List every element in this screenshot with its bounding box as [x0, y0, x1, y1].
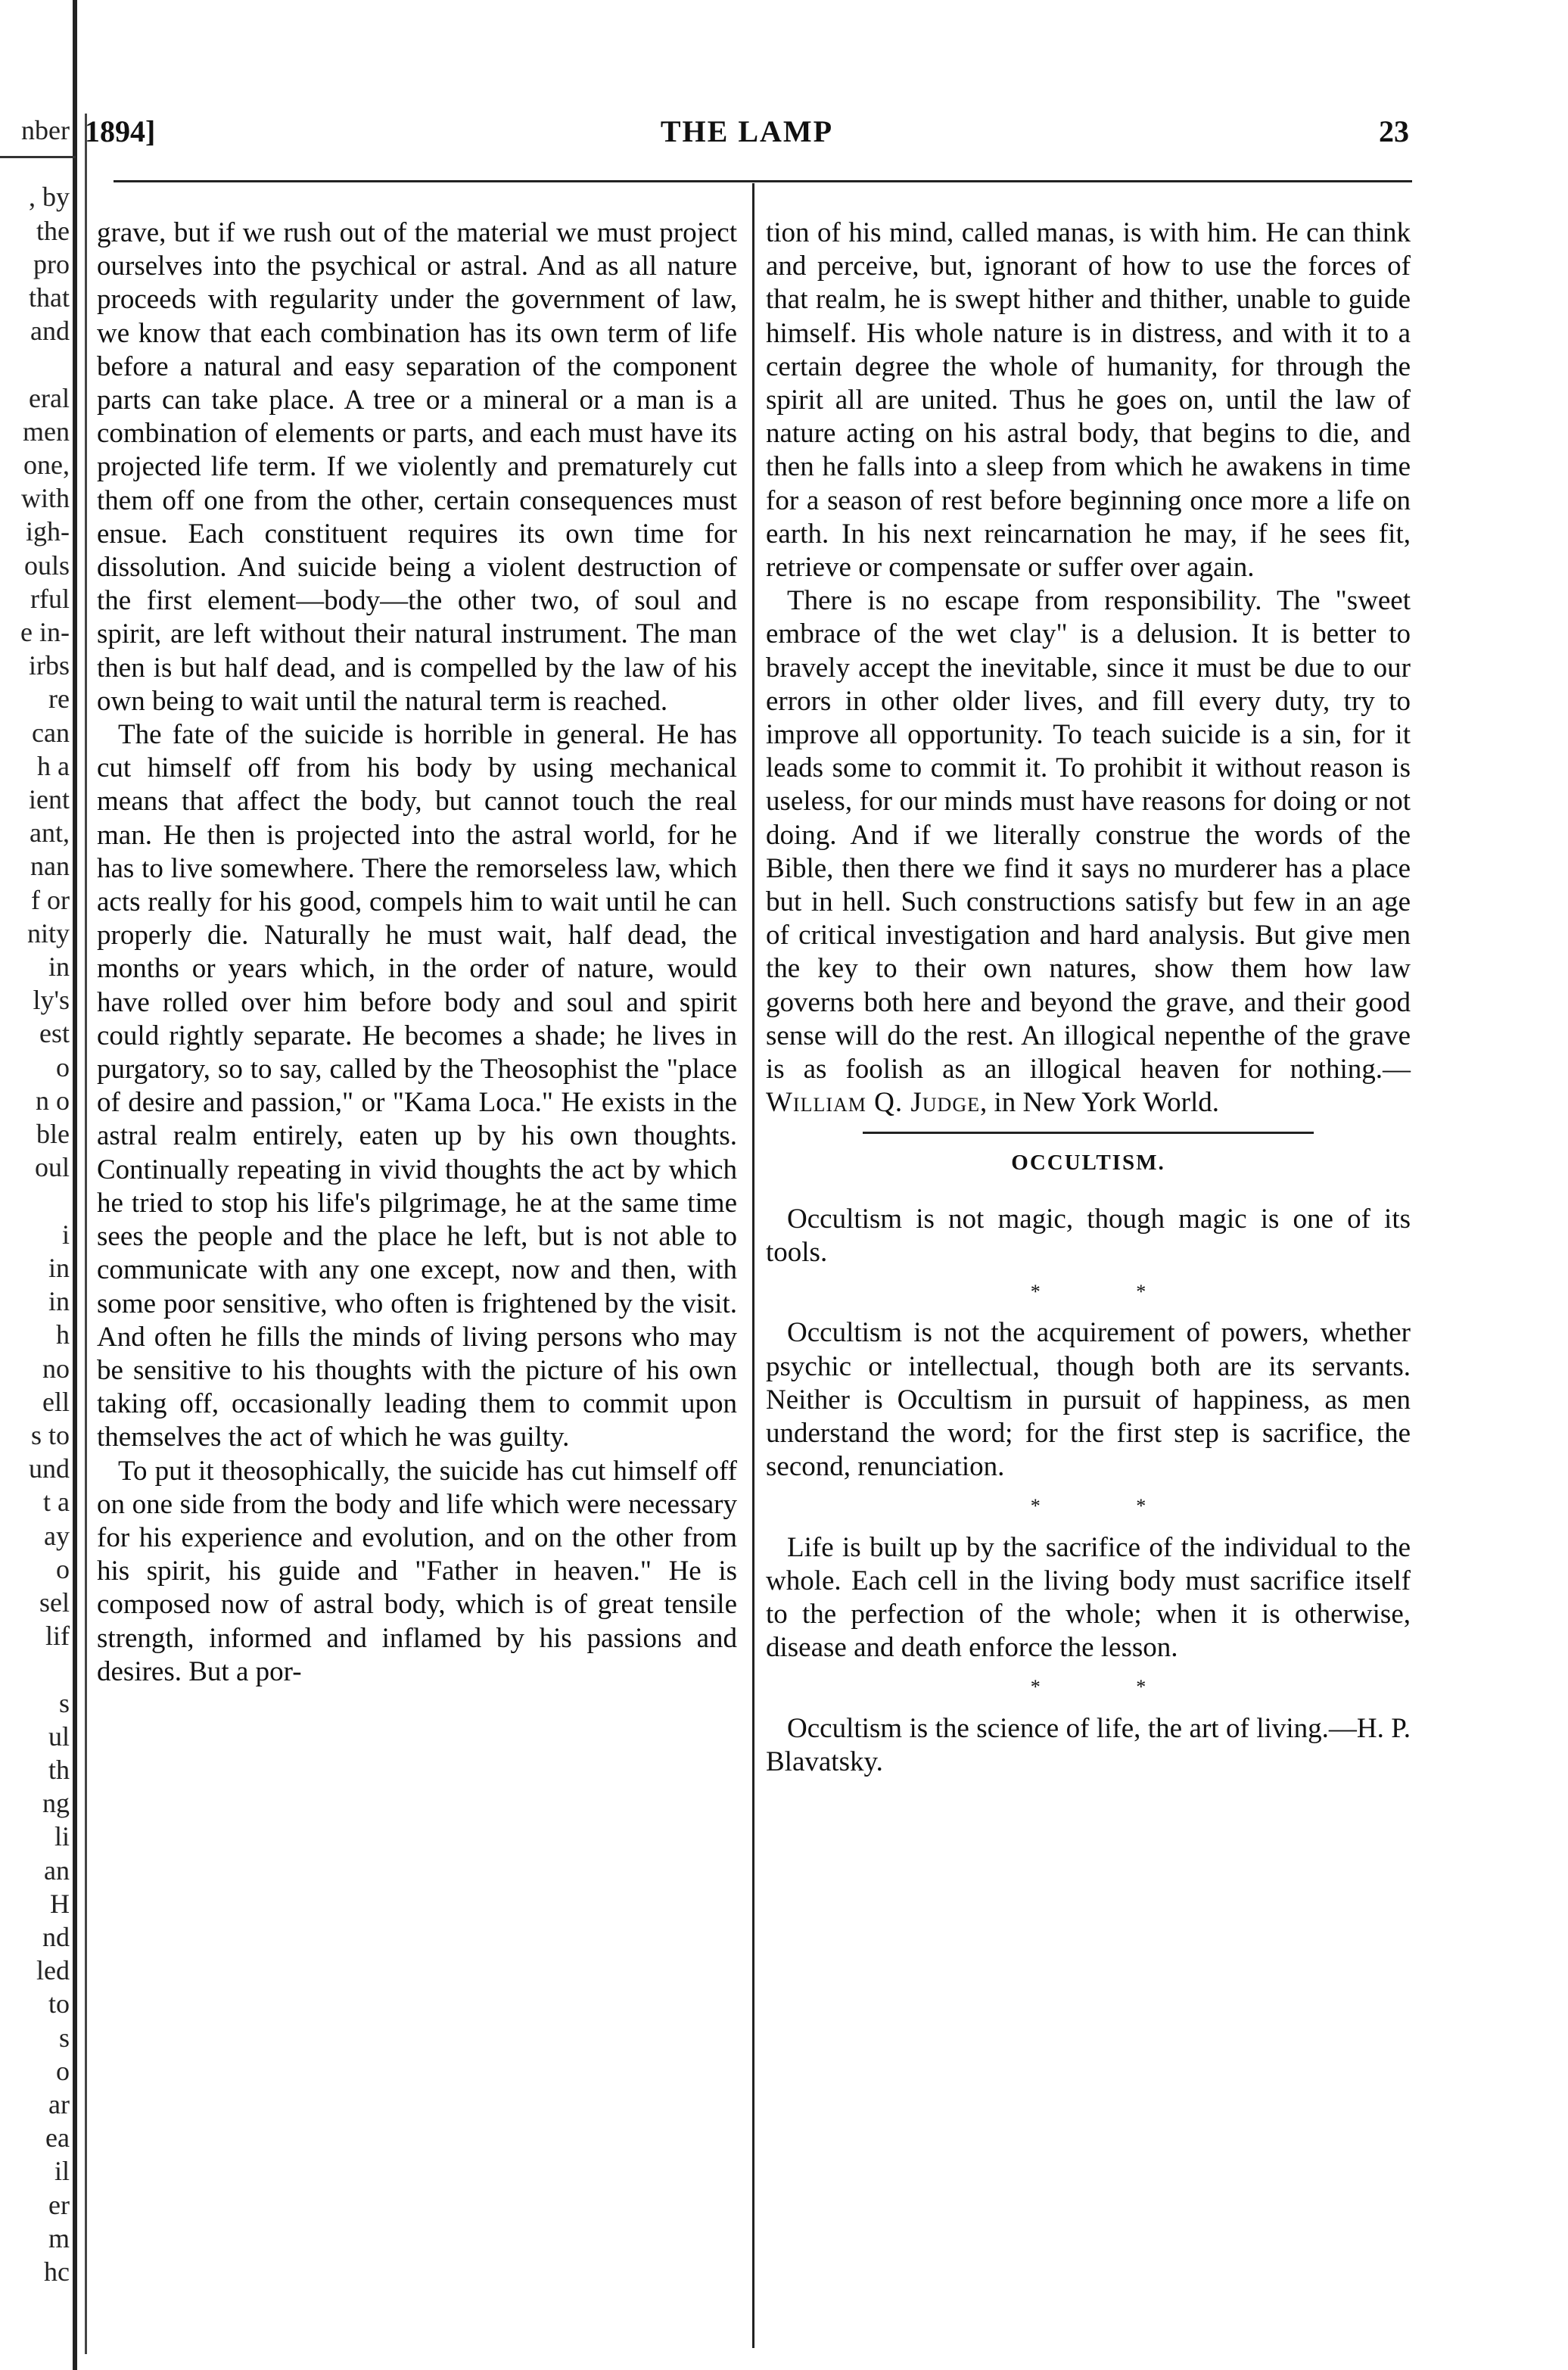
- section-separator: [863, 1132, 1314, 1134]
- running-title: THE LAMP: [660, 114, 834, 148]
- occultism-paragraph-4: Occultism is the science of life, the art of living.—H. P. Blavatsky.: [766, 1712, 1411, 1777]
- facing-page-fragment-line: the: [36, 215, 70, 246]
- source-attribution: , in New York World.: [979, 1087, 1219, 1119]
- facing-page-fragment-line: il: [54, 2156, 70, 2187]
- facing-page-fragment-line: , by: [29, 182, 70, 213]
- facing-page-fragment-line: t a: [43, 1487, 70, 1518]
- facing-page-fragment-line: ell: [42, 1386, 70, 1417]
- paragraph-grave: grave, but if we rush out of the material we must project ourselves into the psychical or astral. And as all nature proceeds with regularity under the government of law, we know that each combination has its own term of life before a natural and easy separation of the component parts can take place. A tree or a mineral or a man is a combination of elements or parts, and each must have its projected life term. If we violently and prematurely cut them off one from the other, certain consequences must ensue. Each constituent requires its own time for dissolution. And suicide being a violent destruction of the first element—body—the other two, of soul and spirit, are left without their natural instrument. The man then is but half dead, and is compelled by the law of his own being to wait until the natural term is reached.: [97, 217, 737, 717]
- facing-page-fragment-line: nd: [42, 1921, 70, 1952]
- facing-page-fragment-line: ly's: [33, 985, 70, 1016]
- facing-page-fragment-line: can: [32, 717, 70, 748]
- facing-page-fragment-line: i: [61, 1219, 70, 1250]
- facing-page-fragment-line: ient: [29, 784, 70, 815]
- facing-page-fragment-line: irbs: [29, 650, 70, 681]
- facing-page-fragment-line: oul: [34, 1152, 70, 1183]
- column-divider: [752, 183, 754, 2348]
- paragraph-fate: The fate of the suicide is horrible in general. He has cut himself off from his body by using mechanical means that affect the body, but cannot touch the real man. He then is projected into the astral world, for he has to live somewhere. There the remorseless law, which acts really for his good, compels him to wait until he can properly die. Naturally he must wait, half dead, the months or years which, in the order of nature, would have rolled over him before body and soul and spirit could rightly separate. He becomes a shade; he lives in purgatory, so to say, called by the Theosophist the "place of desire and passion," or "Kama Loca." He exists in the astral realm entirely, eaten up by his own thoughts. Continually repeating in vivid thoughts the act by which he tried to stop his life's pilgrimage, he at the same time sees the people and the place he left, but is not able to communicate with any one except, now and then, with some poor sensitive, who often is frightened by the visit. And often he fills the minds of living persons who may be sensitive to his thoughts with the picture of his own taking off, occasionally leading them to commit upon themselves the act of which he was guilty.: [97, 719, 737, 1453]
- header-year: 1894]: [85, 114, 156, 148]
- paragraph-responsibility-text: There is no escape from responsibility. The "sweet embrace of the wet clay" is a delusion. It is better to bravely accept the inevitable, since it must be due to our errors in other older lives, and fill every duty, try to improve all opportunity. To teach suicide is a sin, for it leads some to commit it. To prohibit it without reason is useless, for our minds must have reasons for doing or not doing. And if we literally construe the words of the Bible, then there we find it says no murderer has a place but in hell. Such constructions satisfy but few in an age of critical investigation and hard analysis. But give men the key to their own natures, show them how law governs both here and beyond the grave, and their good sense will do the rest. An illogical nepenthe of the grave is as foolish as an illogical heaven for nothing.—: [766, 585, 1411, 1085]
- section-title-occultism: OCCULTISM.: [1011, 1151, 1165, 1176]
- paragraph-responsibility: [766, 584, 1411, 1120]
- facing-page-margin-rule: [85, 114, 87, 2354]
- facing-page-fragment-line: [0, 1652, 70, 1686]
- facing-page-fragment-line: led: [36, 1955, 70, 1986]
- facing-page-fragment-line: lif: [45, 1621, 70, 1652]
- facing-page-fragment-line: est: [39, 1018, 70, 1049]
- author-signature: William Q. Judge: [766, 1087, 980, 1119]
- facing-page-fragment-line: in: [48, 951, 70, 983]
- facing-page-fragment-line: eral: [29, 382, 70, 413]
- facing-page-fragment-line: no: [42, 1353, 70, 1384]
- facing-page-fragment-line: [0, 1185, 70, 1218]
- star-separator-3: * *: [1030, 1676, 1192, 1699]
- facing-page-fragment-line: h a: [37, 750, 70, 781]
- facing-page-fragment-line: und: [29, 1453, 70, 1484]
- occultism-paragraph-2: Occultism is not the acquirement of powers, whether psychic or intellectual, though both are its servants. Neither is Occultism in pursuit of happiness, as men understand the word; for the first step is sacrifice, the second, renunciation.: [766, 1317, 1411, 1483]
- facing-page-fragment-line: ay: [44, 1520, 70, 1551]
- facing-page-fragment-line: ar: [48, 2088, 70, 2119]
- binding-edge-rule: [73, 0, 77, 2370]
- facing-page-fragment-line: men: [23, 416, 70, 447]
- facing-page-fragment-line: f or: [31, 884, 70, 915]
- facing-page-fragment-line: ant,: [30, 818, 70, 849]
- facing-page-fragment-line: o: [56, 1051, 70, 1082]
- facing-page-fragment-line: H: [50, 1888, 70, 1919]
- facing-page-fragment-line: o: [56, 2055, 70, 2086]
- facing-page-fragment-line: er: [48, 2189, 70, 2220]
- star-separator-2: * *: [1030, 1495, 1192, 1518]
- facing-page-fragment-line: s to: [30, 1419, 70, 1450]
- paragraph-theosophically: To put it theosophically, the suicide has cut himself off on one side from the body and life which were necessary for his experience and evolution, and on the other from his spirit, his guide and "Father in heaven." He is composed now of astral body, which is of great tensile strength, informed and inflamed by his passions and desires. But a por-: [97, 1455, 737, 1687]
- facing-page-fragment-line: hc: [44, 2256, 70, 2287]
- facing-page-fragment-line: nber: [21, 115, 70, 145]
- page-header: [85, 114, 1409, 159]
- facing-page-fragment-line: e in-: [20, 617, 70, 648]
- facing-page-fragment-line: li: [54, 1821, 70, 1852]
- facing-page-fragment-line: h: [56, 1319, 70, 1350]
- facing-page-fragment-line: pro: [33, 248, 70, 279]
- facing-page-fragment-line: sel: [39, 1587, 70, 1618]
- facing-page-fragment-line: an: [44, 1855, 70, 1886]
- occultism-paragraph-3: Life is built up by the sacrifice of the individual to the whole. Each cell in the living body must sacrifice itself to the perfection of the whole; when it is otherwise, disease and death enforce the lesson.: [766, 1531, 1411, 1664]
- facing-page-fragment-line: to: [48, 1988, 70, 2020]
- facing-page-fragment-line: ouls: [23, 550, 70, 581]
- facing-page-fragment-line: [0, 347, 70, 381]
- right-column: [766, 216, 1411, 1779]
- facing-page-fragment-line: nan: [30, 851, 70, 882]
- star-separator-1: * *: [1030, 1281, 1192, 1303]
- facing-page-fragment-line: re: [48, 684, 70, 715]
- facing-page-fragment-line: and: [30, 316, 70, 347]
- facing-page-fragment-line: nity: [26, 917, 70, 948]
- facing-page-fragment-line: m: [48, 2222, 70, 2253]
- facing-page-fragment-line: ble: [36, 1119, 70, 1150]
- facing-page-fragment-line: ul: [48, 1721, 70, 1752]
- occultism-paragraph-1: Occultism is not magic, though magic is one of its tools.: [766, 1203, 1411, 1268]
- facing-page-fragment-line: ea: [45, 2122, 70, 2154]
- left-column: [97, 216, 737, 1689]
- facing-page-fragment-line: that: [29, 282, 70, 313]
- facing-page-fragment-line: ng: [42, 1788, 70, 1819]
- facing-page-fragment-line: th: [48, 1754, 70, 1785]
- page-number: 23: [1379, 114, 1409, 148]
- facing-page-fragment-line: n o: [36, 1085, 70, 1116]
- facing-page-fragment-line: in: [48, 1252, 70, 1283]
- facing-page-fragment-line: s: [58, 1687, 70, 1718]
- paragraph-manas: tion of his mind, called manas, is with him. He can think and perceive, but, ignorant of how to use the forces of that realm, he is swept hither and thither, unable to guide himself. His whole nature is in distress, and with it to a certain degree the whole of humanity, for through the spirit all are united. Thus he goes on, until the law of nature acting on his astral body, that begins to die, and then he falls into a sleep from which he awakens in time for a season of rest before beginning once more a life on earth. In his next reincarnation he may, if he sees fit, retrieve or compensate or suffer over again.: [766, 217, 1411, 584]
- facing-page-fragment-line: igh-: [26, 516, 70, 547]
- facing-page-fragment-line: in: [48, 1286, 70, 1317]
- facing-page-fragment-line: o: [56, 1553, 70, 1584]
- facing-page-fragment-line: [0, 147, 70, 180]
- facing-page-fragment: [0, 114, 70, 2354]
- facing-page-fragment-line: rful: [30, 583, 70, 614]
- header-rule: [114, 180, 1412, 182]
- facing-page-fragment-line: with: [20, 483, 70, 514]
- facing-page-fragment-line: one,: [23, 450, 70, 481]
- facing-page-fragment-line: s: [58, 2022, 70, 2053]
